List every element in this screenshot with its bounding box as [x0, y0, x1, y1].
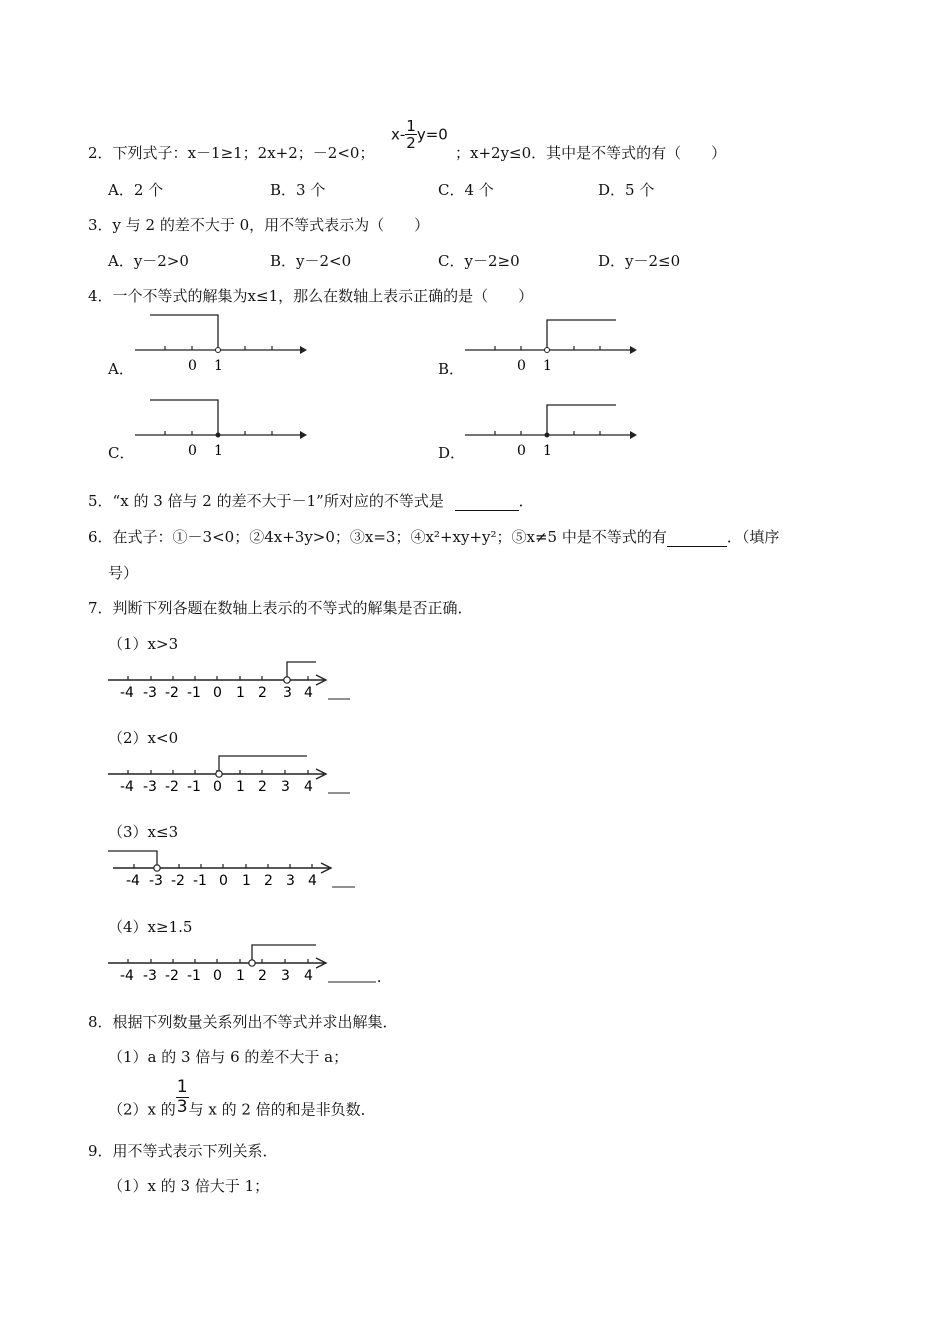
q8-text: 根据下列数量关系列出不等式并求出解集．	[112, 1013, 398, 1031]
q7-2-tick-7: 3	[281, 779, 290, 795]
q8-p2-b: 与 x 的 2 倍的和是非负数．	[188, 1100, 376, 1119]
q4-option-a[interactable]: A．	[108, 360, 134, 378]
q7-numberline-3[interactable]	[106, 843, 361, 891]
q7-4-tick-5: 1	[236, 968, 245, 984]
q5-text: “x 的 3 倍与 2 的差不大于－1”所对应的不等式是	[112, 492, 444, 510]
q5-stem	[88, 490, 534, 511]
q4d-tick-0: 0	[517, 443, 526, 459]
q7-2-tick-2: -2	[165, 779, 179, 795]
q3-option-c[interactable]: C．y－2≥0	[438, 252, 520, 270]
q2-stem	[88, 142, 374, 163]
q2-option-d[interactable]: D．5 个	[598, 181, 655, 199]
q7-4-tick-6: 2	[258, 968, 267, 984]
q4b-tick-1: 1	[543, 358, 552, 374]
q2-option-a[interactable]: A．2 个	[108, 181, 164, 199]
q4d-tick-1: 1	[543, 443, 552, 459]
q7-1-tick-2: -2	[165, 685, 179, 701]
q7-1-tick-7: 3	[283, 685, 292, 701]
q5-number: 5．	[88, 492, 113, 510]
q4-option-c[interactable]: C．	[108, 444, 135, 462]
q3-stem	[88, 214, 429, 235]
q7-numberline-1[interactable]	[106, 655, 356, 703]
q7-numberline-4[interactable]	[106, 938, 396, 986]
q4-numberline-b[interactable]	[460, 310, 640, 375]
q7-1-tick-0: -4	[120, 685, 134, 701]
q7-stem	[88, 597, 473, 618]
q2-prefix: 下列式子：	[112, 144, 188, 162]
q7-1-tick-5: 1	[236, 685, 245, 701]
q8-part-1: （1）a 的 3 倍与 6 的差不大于 a；	[108, 1048, 349, 1066]
q2-option-b[interactable]: B．3 个	[270, 181, 326, 199]
q7-2-tick-0: -4	[120, 779, 134, 795]
q7-3-tick-0: -4	[126, 873, 140, 889]
q3-number: 3．	[88, 216, 113, 234]
q4-text: 一个不等式的解集为x≤1，那么在数轴上表示正确的是（ ）	[112, 287, 534, 305]
q2-frac-tail: y=0	[416, 125, 448, 144]
q6-answer-blank[interactable]	[667, 528, 727, 547]
q7-2-tick-4: 0	[213, 779, 222, 795]
q2-fraction-expression	[391, 118, 448, 151]
q3-option-d[interactable]: D．y－2≤0	[598, 252, 681, 270]
q8-stem	[88, 1011, 398, 1032]
q7-2-tick-5: 1	[236, 779, 245, 795]
q7-3-tick-5: 1	[242, 873, 251, 889]
q9-part-1: （1）x 的 3 倍大于 1；	[108, 1177, 270, 1195]
q6-line2: 号）	[108, 564, 139, 582]
q5-answer-blank[interactable]	[455, 492, 519, 511]
q7-2-tick-1: -3	[143, 779, 157, 795]
q7-4-end: ．	[377, 970, 391, 986]
q4-numberline-c[interactable]	[130, 395, 310, 460]
q9-stem	[88, 1140, 278, 1161]
q7-3-tick-3: -1	[193, 873, 207, 889]
q9-text: 用不等式表示下列关系．	[112, 1142, 278, 1160]
q4-numberline-d[interactable]	[460, 395, 640, 460]
q8-part-2	[108, 1078, 376, 1120]
q7-4-tick-0: -4	[120, 968, 134, 984]
q2-number: 2．	[88, 144, 113, 162]
q7-3-tick-4: 0	[219, 873, 228, 889]
q8-number: 8．	[88, 1013, 113, 1031]
q4a-tick-1: 1	[214, 358, 223, 374]
q7-1-tick-4: 0	[213, 685, 222, 701]
q7-4-tick-1: -3	[143, 968, 157, 984]
q7-text: 判断下列各题在数轴上表示的不等式的解集是否正确．	[112, 599, 473, 617]
q7-3-tick-7: 3	[286, 873, 295, 889]
q4a-tick-0: 0	[188, 358, 197, 374]
q8-frac-num: 1	[176, 1077, 188, 1097]
q4-numberline-a[interactable]	[130, 310, 310, 375]
q7-4-tick-4: 0	[213, 968, 222, 984]
q4b-tick-0: 0	[517, 358, 526, 374]
q5-end: ．	[518, 492, 534, 510]
q4-stem	[88, 285, 533, 306]
q9-number: 9．	[88, 1142, 113, 1160]
q6-text: 在式子：①－3<0；②4x+3y>0；③x=3；④x²+xy+y²；⑤x≠5 中是不等式的有	[112, 528, 667, 546]
q3-text: y 与 2 的差不大于 0，用不等式表示为（ ）	[112, 216, 430, 234]
q4-number: 4．	[88, 287, 113, 305]
q7-1-tick-1: -3	[143, 685, 157, 701]
q7-number: 7．	[88, 599, 113, 617]
q7-3-tick-2: -2	[171, 873, 185, 889]
q6-stem	[88, 526, 779, 547]
q2-frac-den: 2	[406, 134, 416, 152]
q7-1-tick-8: 4	[304, 685, 313, 701]
q7-part-1-label: （1）x>3	[108, 635, 179, 653]
q6-end: ．（填序	[726, 528, 780, 546]
q8-p2-a: （2）x 的	[108, 1100, 176, 1119]
q7-4-tick-3: -1	[187, 968, 201, 984]
q7-4-tick-8: 4	[304, 968, 313, 984]
q6-number: 6．	[88, 528, 113, 546]
q2-expressions-2: ；x+2y≤0．其中是不等式的有（ ）	[455, 144, 727, 162]
q7-4-tick-2: -2	[165, 968, 179, 984]
q7-part-4-label: （4）x≥1.5	[108, 918, 193, 936]
q8-frac-den: 3	[176, 1097, 188, 1117]
q7-3-tick-8: 4	[308, 873, 317, 889]
q3-option-b[interactable]: B．y－2<0	[270, 252, 352, 270]
q4c-tick-0: 0	[188, 443, 197, 459]
q7-3-tick-6: 2	[264, 873, 273, 889]
q7-part-2-label: （2）x<0	[108, 729, 179, 747]
q4c-tick-1: 1	[214, 443, 223, 459]
q3-option-a[interactable]: A．y－2>0	[108, 252, 189, 270]
q7-numberline-2[interactable]	[106, 749, 356, 797]
q2-expressions-1: x－1≥1；2x+2；－2<0；	[187, 144, 375, 162]
q7-4-tick-7: 3	[281, 968, 290, 984]
q7-1-tick-3: -1	[187, 685, 201, 701]
q7-1-tick-6: 2	[258, 685, 267, 701]
q4-option-d[interactable]: D．	[438, 444, 466, 462]
q2-frac-num: 1	[406, 117, 416, 135]
q7-3-tick-1: -3	[149, 873, 163, 889]
q4-option-b[interactable]: B．	[438, 360, 465, 378]
q2-option-c[interactable]: C．4 个	[438, 181, 494, 199]
q2-frac-lead: x-	[391, 125, 406, 144]
q7-2-tick-3: -1	[187, 779, 201, 795]
q2-fraction	[405, 118, 417, 151]
q7-2-tick-8: 4	[304, 779, 313, 795]
q7-part-3-label: （3）x≤3	[108, 823, 179, 841]
q7-2-tick-6: 2	[258, 779, 267, 795]
q8-fraction	[176, 1078, 189, 1117]
